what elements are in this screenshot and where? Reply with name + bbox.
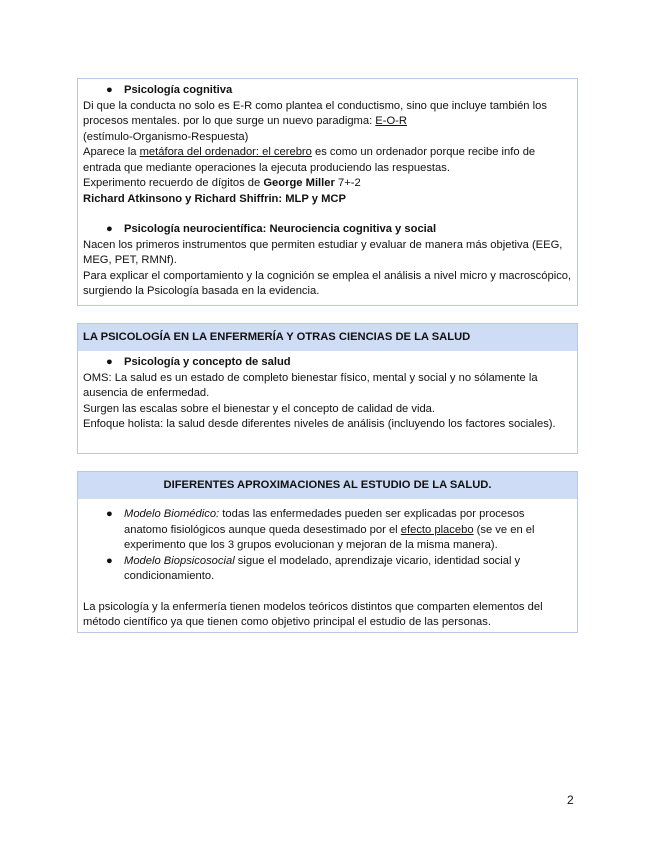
computer-metaphor-link[interactable]: metáfora del ordenador: el cerebro <box>139 146 312 158</box>
health-approaches-box <box>77 471 578 633</box>
bullet-icon: ● <box>106 223 113 235</box>
eor-link[interactable]: E-O-R <box>375 115 407 127</box>
paragraph-miller-experiment: Experimento recuerdo de dígitos de George Miller 7+-2 <box>83 177 361 189</box>
cognitive-psychology-box <box>77 78 578 306</box>
bullet-title: Psicología neurocientífica: Neurociencia cognitiva y social <box>124 223 437 235</box>
bullet-title: Psicología y concepto de salud <box>124 356 291 368</box>
paragraph-atkinson-shiffrin: Richard Atkinsono y Richard Shiffrin: MLP y MCP <box>83 192 346 205</box>
list-item-biomedical: ● Modelo Biomédico: todas las enfermedades pueden ser explicadas por procesos anatomo fisiológicos aunque queda desestimado por el efecto placebo (se ve en el experimento que los 3 grupos evolucionan y mejoran de la misma manera). <box>106 508 535 551</box>
section-header: DIFERENTES APROXIMACIONES AL ESTUDIO DE LA SALUD. <box>78 472 577 499</box>
bullet-health-concept <box>83 355 572 371</box>
page-number: 2 <box>567 793 574 807</box>
bullet-icon: ● <box>106 356 113 368</box>
paragraph-evidence: Para explicar el comportamiento y la cognición se emplea el análisis a nivel micro y macroscópico, surgiendo la Psicología basada en la evidencia. <box>83 269 572 297</box>
models-list <box>83 503 572 585</box>
bullet-icon: ● <box>106 554 113 567</box>
bullet-icon: ● <box>106 508 113 520</box>
bullet-cognitive-psychology <box>83 83 572 99</box>
bullet-title: Psicología cognitiva <box>124 84 233 96</box>
section-header: LA PSICOLOGÍA EN LA ENFERMERÍA Y OTRAS CIENCIAS DE LA SALUD <box>78 324 577 351</box>
list-item-biopsychosocial: ● Modelo Biopsicosocial sigue el modelado, aprendizaje vicario, identidad social y condicionamiento. <box>106 554 521 582</box>
paragraph-paradigm: Di que la conducta no solo es E-R como plantea el conductismo, sino que incluye también los procesos mentales. por lo que surge un nuevo paradigma: E-O-R <box>83 99 547 127</box>
paragraph-eor-definition: (estímulo-Organismo-Respuesta) <box>83 130 249 143</box>
paragraph-oms: OMS: La salud es un estado de completo bienestar físico, mental y social y no sólamente la ausencia de enfermedad. <box>83 371 538 399</box>
psychology-nursing-box <box>77 323 578 454</box>
paragraph-computer-metaphor: Aparece la metáfora del ordenador: el cerebro es como un ordenador porque recibe info de entrada que mediante operaciones la ejecuta produciendo las respuestas. <box>83 146 536 174</box>
paragraph-conclusion: La psicología y la enfermería tienen modelos teóricos distintos que comparten elementos del método científico ya que tienen como objetivo principal el estudio de las personas. <box>83 600 543 628</box>
placebo-link[interactable]: efecto placebo <box>400 523 474 536</box>
paragraph-scales: Surgen las escalas sobre el bienestar y el concepto de calidad de vida. <box>83 402 436 415</box>
paragraph-instruments: Nacen los primeros instrumentos que permiten estudiar y evaluar de manera más objetiva (EEG, MEG, PET, RMNf). <box>83 238 563 266</box>
bullet-neuroscience <box>83 222 572 238</box>
bullet-icon: ● <box>106 84 113 96</box>
paragraph-holistic: Enfoque holista: la salud desde diferentes niveles de análisis (incluyendo los factores sociales). <box>83 418 556 430</box>
